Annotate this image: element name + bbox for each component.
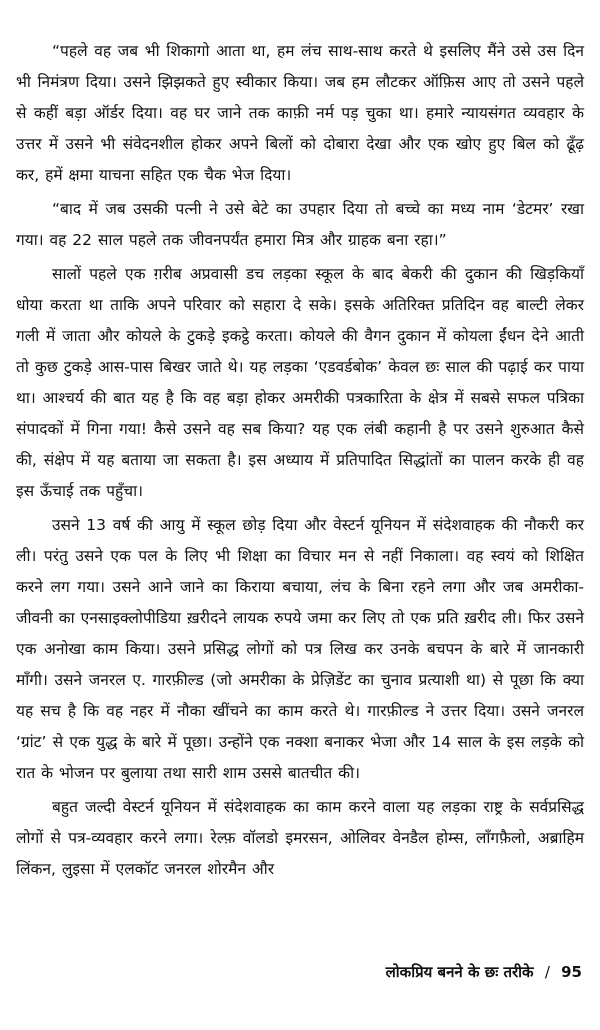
paragraph-1: “पहले वह जब भी शिकागो आता था, हम लंच साथ-साथ करते थे इसलिए मैंने उसे उस दिन भी निमंत्रण दिया। उसने झिझकते हुए स्वीकार किया। जब हम लौटकर ऑफ़िस आए तो उसने पहले से कहीं बड़ा ऑर्डर दिया। वह घर जाने तक काफ़ी नर्म पड़ चुका था। हमारे न्यायसंगत व्यवहार के उत्तर में उसने भी संवेदनशील होकर अपने बिलों को दोबारा देखा और एक खोए हुए बिल को ढूँढ़ कर, हमें क्षमा याचना सहित एक चैक भेज दिया। (16, 42, 584, 184)
paragraph-4: उसने 13 वर्ष की आयु में स्कूल छोड़ दिया और वेस्टर्न यूनियन में संदेशवाहक की नौकरी कर ली। परंतु उसने एक पल के लिए भी शिक्षा का विचार मन से नहीं निकाला। वह स्वयं को शिक्षित करने लग गया। उसने आने जाने का किराया बचाया, लंच के बिना रहने लगा और जब अमरीका-जीवनी का एनसाइक्लोपीडिया ख़रीदने लायक रुपये जमा कर लिए तो एक प्रति ख़रीद ली। फिर उसने एक अनोखा काम किया। उसने प्रसिद्ध लोगों को पत्र लिख कर उनके बचपन के बारे में जानकारी माँगी। उसने जनरल ए. गारफ़ील्ड (जो अमरीका के प्रेज़िडेंट का चुनाव प्रत्याशी था) से पूछा कि क्या यह सच है कि वह नहर में नौका खींचने का काम करते थे। गारफ़ील्ड ने उत्तर दिया। उसने जनरल ‘ग्रांट’ से एक युद्ध के बारे में पूछा। उन्होंने एक नक्शा बनाकर भेजा और 14 साल के इस लड़के को रात के भोजन पर बुलाया तथा सारी शाम उससे बातचीत की। (16, 516, 584, 782)
page-body (16, 36, 584, 888)
footer-separator: / (544, 963, 550, 981)
page-number: 95 (561, 963, 582, 981)
running-title: लोकप्रिय बनने के छः तरीके (385, 963, 534, 981)
paragraph-3: सालों पहले एक ग़रीब अप्रवासी डच लड़का स्कूल के बाद बेकरी की दुकान की खिड़कियाँ धोया करता था ताकि अपने परिवार को सहारा दे सके। इसके अतिरिक्त प्रतिदिन वह बाल्टी लेकर गली में जाता और कोयले के टुकड़े इकट्ठे करता। कोयले की वैगन दुकान में कोयला ईंधन देने आती तो कुछ टुकड़े आस-पास बिखर जाते थे। यह लड़का ‘एडवर्डबोक’ केवल छः साल की पढ़ाई कर पाया था। आश्चर्य की बात यह है कि वह बड़ा होकर अमरीकी पत्रकारिता के क्षेत्र में सबसे सफल पत्रिका संपादकों में गिना गया! कैसे उसने वह सब किया? यह एक लंबी कहानी है पर उसने शुरुआत कैसे की, संक्षेप में यह बताया जा सकता है। इस अध्याय में प्रतिपादित सिद्धांतों का पालन करके ही वह इस ऊँचाई तक पहुँचा। (16, 265, 584, 500)
page-footer (386, 962, 582, 982)
paragraph-5: बहुत जल्दी वेस्टर्न यूनियन में संदेशवाहक का काम करने वाला यह लड़का राष्ट्र के सर्वप्रसिद्ध लोगों से पत्र-व्यवहार करने लगा। रेल्फ़ वॉलडो इमरसन, ओलिवर वेनडैल होम्स, लॉंगफ़ैलो, अब्राहिम लिंकन, लुइसा में एलकॉट जनरल शोरमैन और (16, 798, 584, 878)
paragraph-2: “बाद में जब उसकी पत्नी ने उसे बेटे का उपहार दिया तो बच्चे का मध्य नाम ‘डेटमर’ रखा गया। वह 22 साल पहले तक जीवनपर्यंत हमारा मित्र और ग्राहक बना रहा।” (16, 200, 584, 249)
